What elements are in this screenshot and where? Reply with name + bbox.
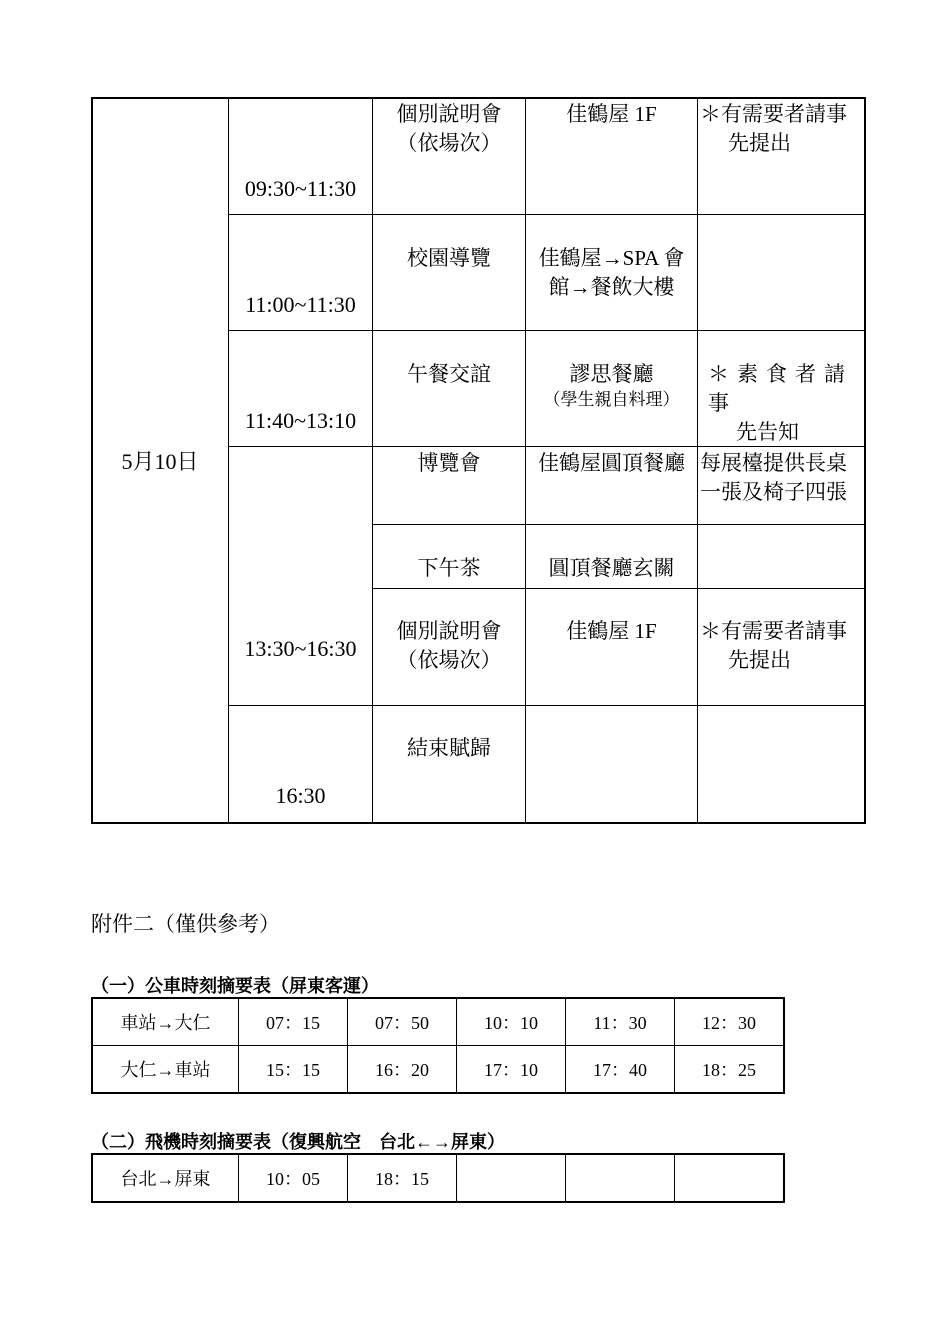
location-cell: [525, 446, 698, 525]
note-cell: [697, 330, 866, 447]
date-label: 5月10日: [121, 449, 199, 474]
time-cell: 12：30: [675, 998, 785, 1046]
activity-label: 午餐交誼: [407, 362, 491, 386]
time-cell: 18：25: [675, 1046, 785, 1094]
time-label: 13:30~16:30: [244, 636, 357, 661]
table-row: [92, 1046, 784, 1094]
note-cell: [697, 705, 866, 824]
location-cell: [525, 330, 698, 447]
time-cell: [228, 446, 373, 706]
flight-table-title: （二）飛機時刻摘要表（復興航空 台北←→屏東）: [91, 1132, 505, 1152]
location-cell: [525, 97, 698, 215]
activity-cell: [372, 97, 526, 215]
location-label: 謬思餐廳: [569, 362, 654, 386]
note-cell: [697, 588, 866, 706]
note-label: 先提出: [728, 648, 791, 672]
location-label: 佳鶴屋圓頂餐廳: [538, 451, 685, 475]
bus-timetable: [91, 997, 785, 1094]
note-cell: [697, 524, 866, 589]
activity-label: 校園導覽: [407, 246, 491, 270]
note-label: ＊素食者請事: [708, 362, 853, 415]
note-label: 一張及椅子四張: [700, 480, 847, 504]
annex-title: 附件二（僅供參考）: [91, 912, 280, 936]
activity-cell: [372, 705, 526, 824]
note-label: ＊有需要者請事: [700, 619, 847, 643]
time-cell: [566, 1154, 675, 1202]
activity-label: 個別說明會: [396, 619, 502, 643]
note-label: 先告知: [736, 420, 799, 444]
route-cell: 車站→大仁: [92, 998, 239, 1046]
time-cell: [228, 214, 373, 331]
location-cell: [525, 705, 698, 824]
flight-timetable: [91, 1153, 785, 1203]
activity-label: 下午茶: [417, 556, 481, 580]
location-label: 佳鶴屋→SPA 會: [538, 246, 685, 270]
note-cell: [697, 214, 866, 331]
note-label: ＊有需要者請事: [700, 102, 847, 126]
time-cell: [228, 330, 373, 447]
activity-cell: [372, 524, 526, 589]
time-cell: 17：40: [566, 1046, 675, 1094]
date-cell: [91, 97, 229, 824]
time-cell: 10：05: [239, 1154, 348, 1202]
time-cell: 11：30: [566, 998, 675, 1046]
location-label: 佳鶴屋 1F: [566, 619, 657, 643]
activity-cell: [372, 214, 526, 331]
activity-label: 結束賦歸: [407, 736, 491, 760]
activity-sub-label: （依場次）: [396, 131, 502, 155]
time-label: 09:30~11:30: [244, 176, 357, 201]
note-label: 先提出: [728, 131, 791, 155]
location-label: 館→餐飲大樓: [548, 275, 675, 299]
location-label: 佳鶴屋 1F: [566, 102, 657, 126]
location-sub-label: （學生親自料理）: [543, 390, 680, 409]
location-cell: [525, 524, 698, 589]
activity-cell: [372, 330, 526, 447]
time-cell: 07：15: [239, 998, 348, 1046]
time-cell: [228, 705, 373, 824]
activity-cell: [372, 588, 526, 706]
bus-table-title: （一）公車時刻摘要表（屏東客運）: [91, 976, 379, 996]
activity-sub-label: （依場次）: [396, 648, 502, 672]
route-cell: 大仁→車站: [92, 1046, 239, 1094]
note-label: 每展檯提供長桌: [700, 451, 847, 475]
time-cell: 18：15: [348, 1154, 457, 1202]
note-cell: [697, 446, 866, 525]
time-cell: 15：15: [239, 1046, 348, 1094]
time-label: 11:00~11:30: [245, 292, 356, 317]
note-cell: [697, 97, 866, 215]
time-cell: 10：10: [457, 998, 566, 1046]
location-cell: [525, 588, 698, 706]
table-row: [92, 1154, 784, 1202]
route-cell: 台北→屏東: [92, 1154, 239, 1202]
activity-label: 博覽會: [417, 451, 481, 475]
time-label: 16:30: [275, 783, 326, 808]
time-cell: 17：10: [457, 1046, 566, 1094]
activity-label: 個別說明會: [396, 102, 502, 126]
time-label: 11:40~13:10: [244, 408, 357, 433]
table-row: [92, 998, 784, 1046]
time-cell: [228, 97, 373, 215]
schedule-table: [91, 97, 866, 824]
location-cell: [525, 214, 698, 331]
time-cell: 07：50: [348, 998, 457, 1046]
time-cell: 16：20: [348, 1046, 457, 1094]
time-cell: [675, 1154, 785, 1202]
activity-cell: [372, 446, 526, 525]
location-label: 圓頂餐廳玄關: [548, 556, 675, 580]
time-cell: [457, 1154, 566, 1202]
